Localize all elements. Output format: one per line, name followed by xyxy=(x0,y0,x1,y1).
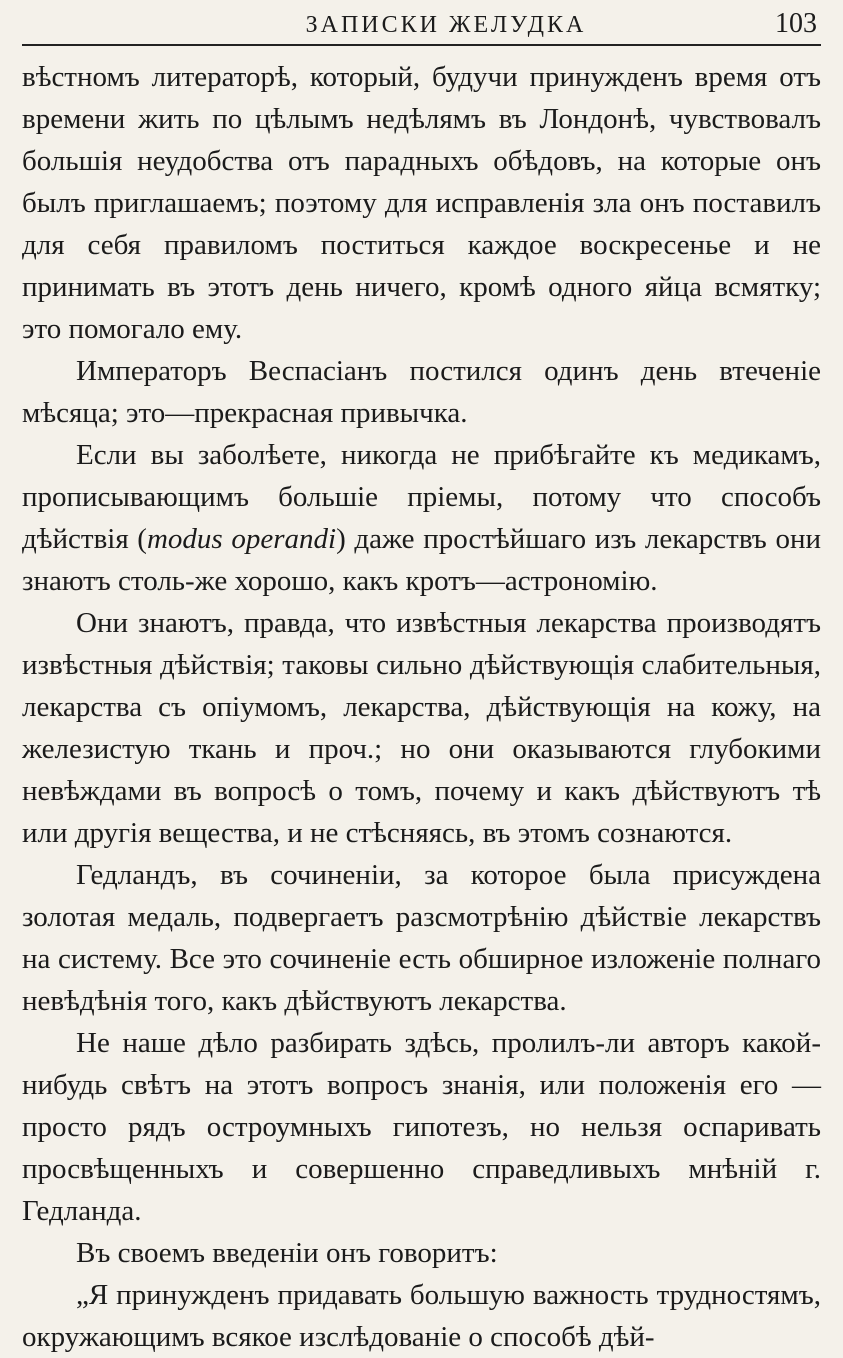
page-header xyxy=(22,8,821,46)
paragraph-3 xyxy=(22,434,821,602)
paragraph-7: Въ своемъ введеніи онъ говоритъ: xyxy=(76,1237,498,1269)
paragraph-8: „Я принужденъ придавать большую важность трудностямъ, окружающимъ всякое изслѣдованіе о способѣ дѣй- xyxy=(22,1279,821,1353)
paragraph-3-after-italic: ) даже простѣйшаго изъ лекарствъ они знаютъ столь-же хорошо, какъ кротъ—астрономію. xyxy=(22,523,821,597)
body-text xyxy=(22,56,821,1358)
paragraph-2: Императоръ Веспасіанъ постился одинъ день втеченіе мѣсяца; это—прекрасная привычка. xyxy=(22,355,821,429)
page-number: 103 xyxy=(775,8,817,39)
paragraph-6: Не наше дѣло разбирать здѣсь, пролилъ-ли авторъ какой-нибудь свѣтъ на этотъ вопросъ знанія, или положенія его — просто рядъ остроумныхъ гипотезъ, но нельзя оспаривать просвѣщенныхъ и совершенно справедливыхъ мнѣній г. Гедланда. xyxy=(22,1027,821,1227)
running-title: ЗАПИСКИ ЖЕЛУДКА xyxy=(305,12,587,38)
paragraph-5: Гедландъ, въ сочиненіи, за которое была присуждена золотая медаль, подвергаетъ разсмотрѣнію дѣйствіе лекарствъ на систему. Все это сочиненіе есть обширное изложеніе полнаго невѣдѣнія того, какъ дѣйствуютъ лекарства. xyxy=(22,859,821,1017)
paragraph-4: Они знаютъ, правда, что извѣстныя лекарства производятъ извѣстныя дѣйствія; таковы сильно дѣйствующія слабительныя, лекарства съ опіумомъ, лекарства, дѣйствующія на кожу, на железистую ткань и проч.; но они оказываются глубокими невѣждами въ вопросѣ о томъ, почему и какъ дѣйствуютъ тѣ или другія вещества, и не стѣсняясь, въ этомъ сознаются. xyxy=(22,607,821,849)
paragraph-3-before-italic: Если вы заболѣете, никогда не прибѣгайте къ медикамъ, прописывающимъ большіе пріемы, потому что способъ дѣйствія ( xyxy=(22,439,821,555)
paragraph-1: вѣстномъ литераторѣ, который, будучи принужденъ время отъ времени жить по цѣлымъ недѣлямъ въ Лондонѣ, чувствовалъ большія неудобства отъ парадныхъ обѣдовъ, на которые онъ былъ приглашаемъ; поэтому для исправленія зла онъ поставилъ для себя правиломъ поститься каждое воскресенье и не принимать въ этотъ день ничего, кромѣ одного яйца всмятку; это помогало ему. xyxy=(22,61,821,345)
latin-phrase: modus operandi xyxy=(146,523,337,555)
